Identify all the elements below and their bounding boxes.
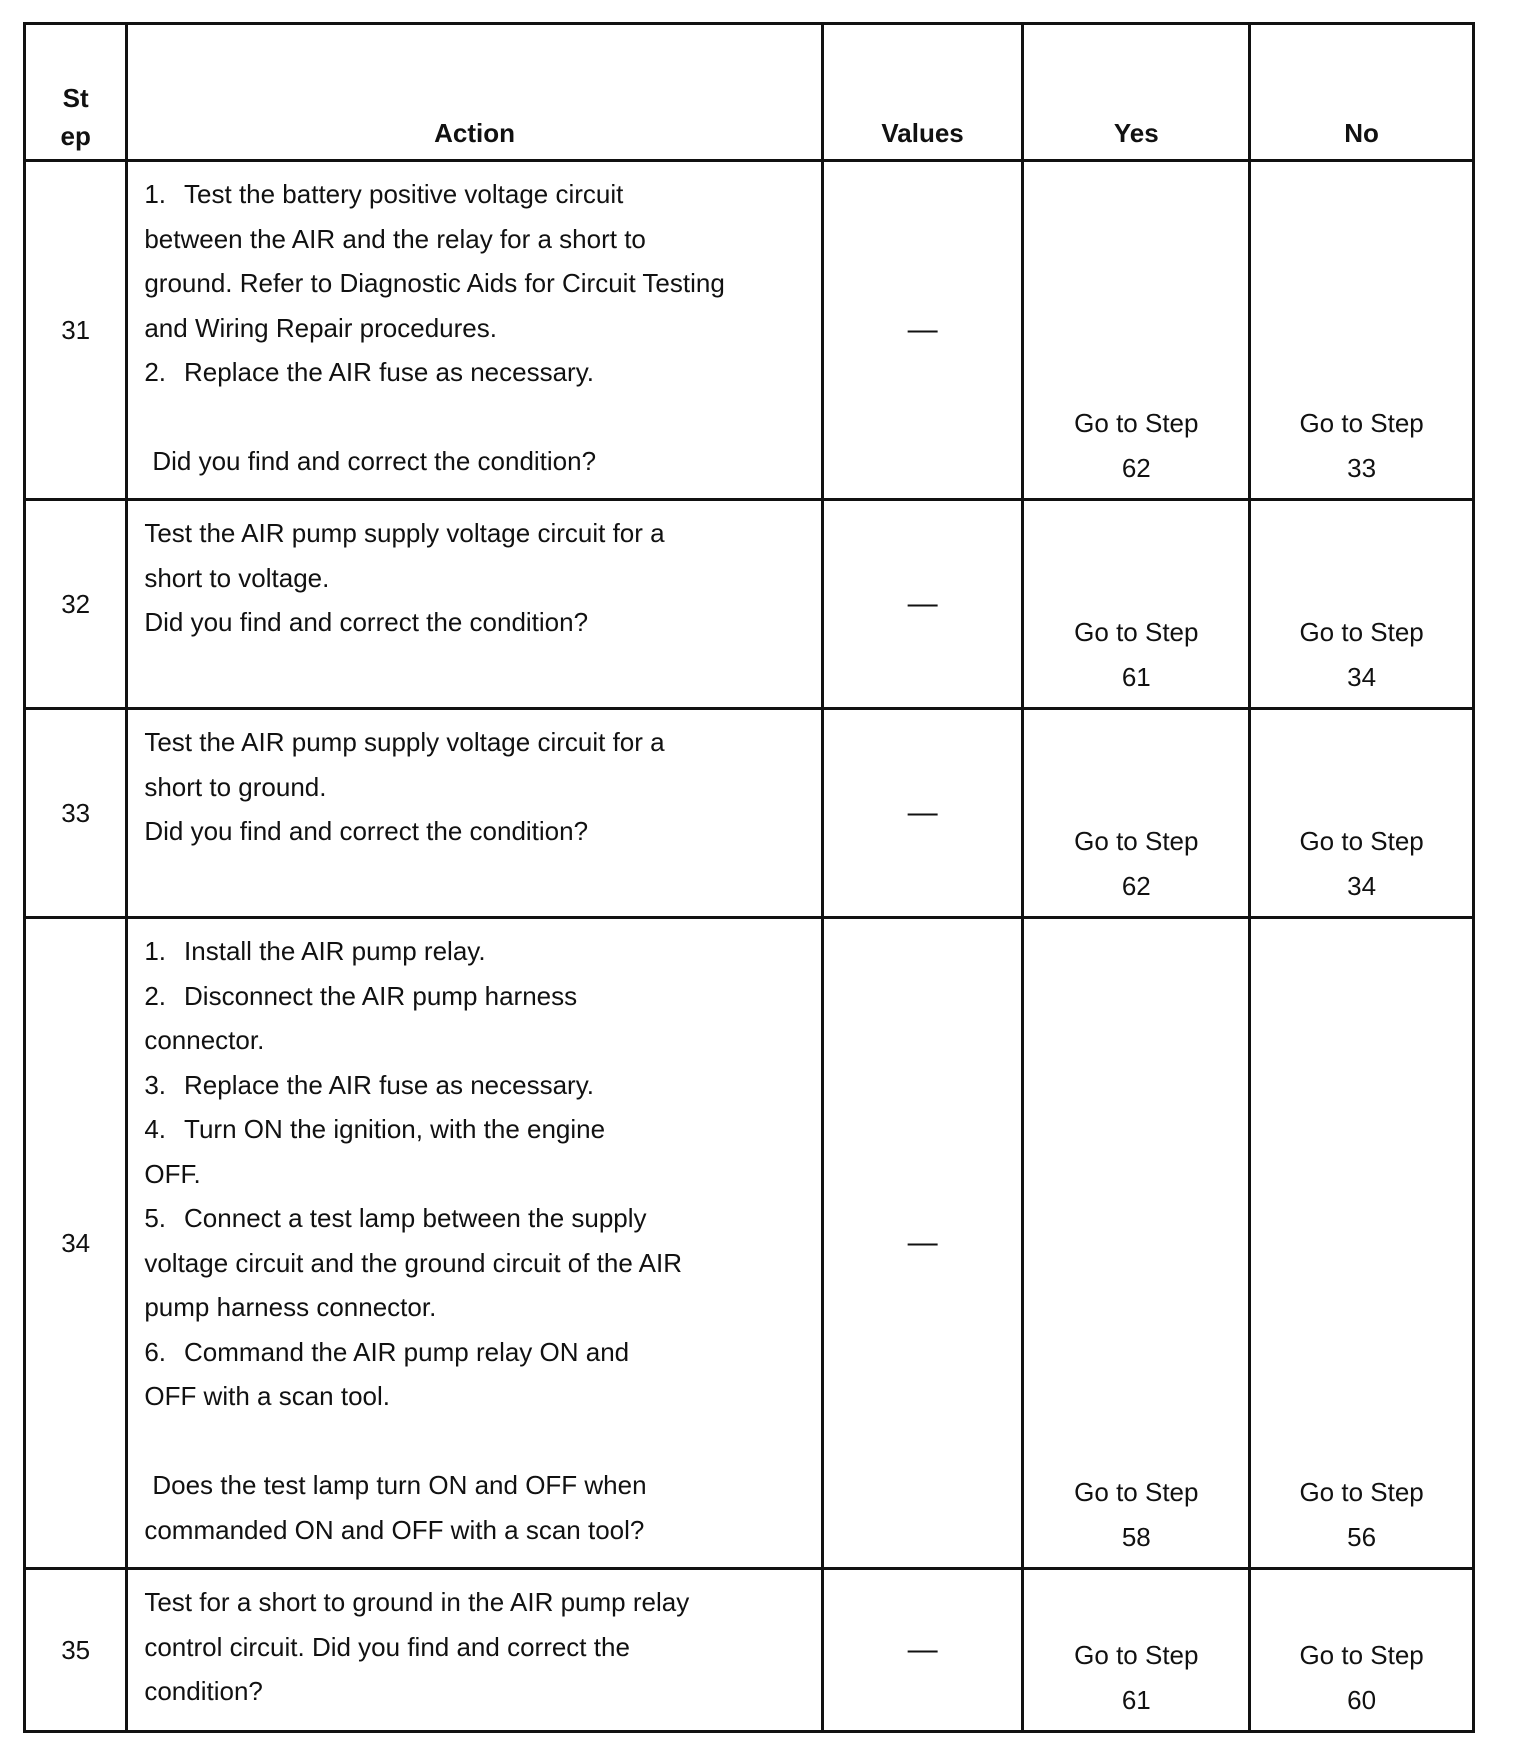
action-cell: [127, 918, 822, 1569]
action-question: Does the test lamp turn ON and OFF when: [152, 1470, 647, 1500]
no-header: No: [1250, 24, 1474, 161]
step-header: [25, 24, 127, 161]
action-line: and Wiring Repair procedures.: [144, 312, 497, 343]
no-step: 34: [1347, 870, 1377, 901]
diagnostic-table: [23, 22, 1475, 1733]
no-cell: [1250, 709, 1474, 918]
no-label: Go to Step: [1299, 617, 1424, 647]
no-step: 56: [1347, 1521, 1377, 1552]
step-header-line1: St: [62, 83, 89, 113]
action-cell: [127, 500, 822, 709]
step-number: 32: [25, 500, 127, 709]
action-line: control circuit. Did you find and correct the: [144, 1631, 630, 1662]
action-cell: [127, 709, 822, 918]
values-cell: —: [822, 500, 1023, 709]
action-line: [144, 1063, 806, 1108]
yes-cell: [1023, 161, 1250, 500]
action-line: OFF with a scan tool.: [144, 1381, 390, 1411]
action-question: Did you find and correct the condition?: [144, 607, 589, 637]
action-line: Test the AIR pump supply voltage circuit for a: [144, 518, 665, 548]
list-number: 1.: [144, 936, 167, 966]
table-row: [25, 500, 1474, 709]
table-row: [25, 709, 1474, 918]
action-text: Turn ON the ignition, with the engine: [184, 1114, 606, 1144]
action-question: Did you find and correct the condition?: [152, 446, 597, 476]
header-row: [25, 24, 1474, 161]
action-line: pump harness connector.: [144, 1292, 437, 1322]
action-question: commanded ON and OFF with a scan tool?: [144, 1514, 645, 1545]
no-label: Go to Step: [1299, 408, 1424, 438]
action-line: [144, 172, 806, 217]
yes-label: Go to Step: [1074, 408, 1199, 438]
table-row: [25, 918, 1474, 1569]
action-line: [144, 350, 806, 395]
yes-step: 58: [1121, 1521, 1151, 1552]
action-line: voltage circuit and the ground circuit of the AIR: [144, 1247, 682, 1278]
action-text: Replace the AIR fuse as necessary.: [184, 1069, 594, 1100]
values-cell: —: [822, 918, 1023, 1569]
action-text: Connect a test lamp between the supply: [184, 1203, 647, 1233]
action-line: [144, 1330, 806, 1375]
no-step: 60: [1347, 1684, 1377, 1715]
values-cell: —: [822, 1569, 1023, 1732]
list-number: 6.: [144, 1336, 167, 1367]
yes-step: 61: [1121, 661, 1151, 692]
list-number: 4.: [144, 1114, 167, 1144]
action-text: Disconnect the AIR pump harness: [184, 980, 578, 1011]
yes-cell: [1023, 709, 1250, 918]
yes-step: 62: [1121, 452, 1151, 483]
values-cell: —: [822, 161, 1023, 500]
no-label: Go to Step: [1299, 826, 1424, 856]
action-line: condition?: [144, 1676, 263, 1706]
yes-step: 61: [1121, 1684, 1151, 1715]
action-line: short to voltage.: [144, 562, 330, 593]
no-label: Go to Step: [1299, 1477, 1424, 1507]
no-cell: [1250, 918, 1474, 1569]
table-row: [25, 161, 1474, 500]
action-text: Test the battery positive voltage circuit: [184, 179, 624, 209]
no-cell: [1250, 1569, 1474, 1732]
action-line: [144, 1196, 806, 1241]
action-question: Did you find and correct the condition?: [144, 816, 589, 846]
yes-label: Go to Step: [1074, 1640, 1199, 1670]
list-number: 2.: [144, 357, 167, 387]
yes-label: Go to Step: [1074, 617, 1199, 647]
list-number: 3.: [144, 1069, 167, 1100]
table-row: [25, 1569, 1474, 1732]
no-step: 34: [1347, 661, 1377, 692]
values-header: Values: [822, 24, 1023, 161]
action-line: [144, 929, 806, 974]
step-header-line2: ep: [60, 121, 91, 151]
action-cell: [127, 1569, 822, 1732]
action-line: Test for a short to ground in the AIR pump relay: [144, 1587, 690, 1617]
yes-cell: [1023, 1569, 1250, 1732]
action-line: [144, 974, 806, 1019]
action-header: Action: [127, 24, 822, 161]
values-cell: —: [822, 709, 1023, 918]
step-number: 34: [25, 918, 127, 1569]
no-label: Go to Step: [1299, 1640, 1424, 1670]
no-cell: [1250, 500, 1474, 709]
no-cell: [1250, 161, 1474, 500]
action-cell: [127, 161, 822, 500]
step-number: 35: [25, 1569, 127, 1732]
action-text: Command the AIR pump relay ON and: [184, 1336, 630, 1367]
yes-cell: [1023, 918, 1250, 1569]
yes-step: 62: [1121, 870, 1151, 901]
action-line: Test the AIR pump supply voltage circuit for a: [144, 727, 665, 757]
no-step: 33: [1347, 452, 1377, 483]
step-number: 33: [25, 709, 127, 918]
step-number: 31: [25, 161, 127, 500]
list-number: 1.: [144, 179, 167, 209]
action-line: [144, 1107, 806, 1152]
yes-label: Go to Step: [1074, 1477, 1199, 1507]
yes-label: Go to Step: [1074, 826, 1199, 856]
action-line: connector.: [144, 1025, 265, 1055]
list-number: 5.: [144, 1203, 167, 1233]
action-line: OFF.: [144, 1158, 201, 1189]
yes-cell: [1023, 500, 1250, 709]
action-line: ground. Refer to Diagnostic Aids for Circuit Testing: [144, 268, 725, 298]
list-number: 2.: [144, 980, 167, 1011]
action-line: between the AIR and the relay for a short to: [144, 223, 646, 254]
action-text: Replace the AIR fuse as necessary.: [184, 357, 594, 387]
action-line: short to ground.: [144, 771, 327, 802]
yes-header: Yes: [1023, 24, 1250, 161]
action-text: Install the AIR pump relay.: [184, 936, 486, 966]
